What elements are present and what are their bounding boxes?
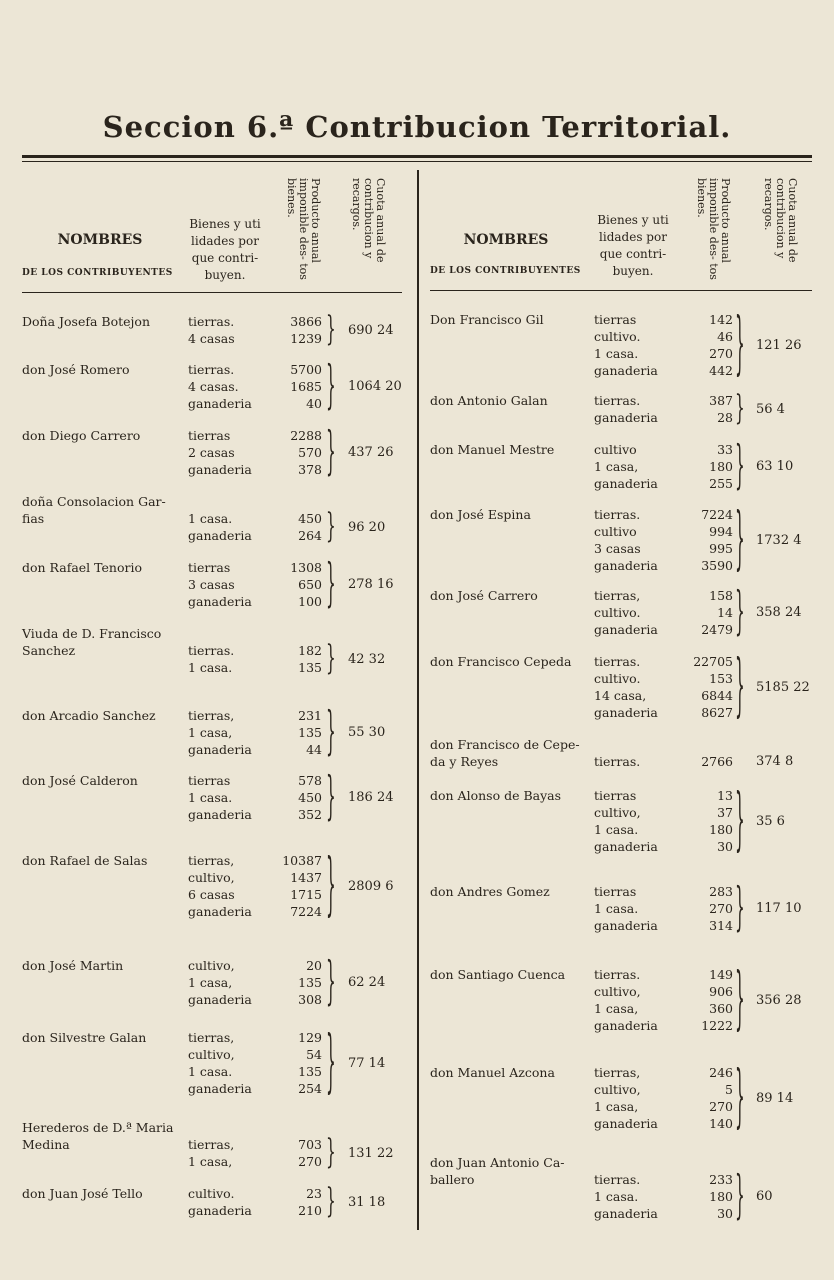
cuota-value: 89 14 bbox=[756, 1090, 794, 1106]
grouping-brace: } bbox=[326, 1022, 336, 1101]
cuota-value: 437 26 bbox=[348, 445, 394, 460]
property-item: cultivo. bbox=[594, 329, 641, 344]
product-value: 180 bbox=[709, 459, 733, 474]
property-item: ganaderia bbox=[188, 992, 252, 1007]
cuota-value: 2809 6 bbox=[348, 878, 394, 894]
product-value: 135 bbox=[298, 660, 322, 675]
cuota-value: 96 20 bbox=[348, 519, 386, 535]
product-value: 246 bbox=[709, 1065, 733, 1080]
contributor-name: don Alonso de Bayas bbox=[430, 788, 562, 803]
product-value: 352 bbox=[298, 807, 322, 822]
contributor-name: don Arcadio Sanchez bbox=[22, 708, 156, 723]
property-item: ganaderia bbox=[594, 839, 658, 854]
grouping-brace: } bbox=[326, 952, 336, 1011]
product-value: 30 bbox=[717, 839, 733, 854]
product-value: 254 bbox=[298, 1081, 322, 1096]
property-item: tierras. bbox=[594, 754, 641, 769]
property-item: tierras, bbox=[188, 1030, 235, 1045]
contributor-name: Sanchez bbox=[22, 643, 76, 658]
product-value: 450 bbox=[298, 790, 322, 805]
product-value: 233 bbox=[709, 1172, 733, 1187]
property-item: ganaderia bbox=[188, 594, 252, 609]
cuota-value: 31 18 bbox=[348, 1194, 386, 1210]
property-item: cultivo, bbox=[594, 805, 641, 820]
property-item: 1 casa. bbox=[188, 511, 233, 526]
left-header-cuota: Cuota anual de contribucion y recargos. bbox=[350, 178, 387, 263]
property-item: 4 casas. bbox=[188, 379, 239, 394]
product-value: 1715 bbox=[290, 887, 322, 902]
cuota-value: 35 6 bbox=[756, 813, 785, 829]
property-item: ganaderia bbox=[188, 462, 252, 477]
contributor-name: Don Francisco Gil bbox=[430, 312, 544, 327]
product-value: 270 bbox=[298, 1154, 322, 1169]
property-item: ganaderia bbox=[188, 742, 252, 757]
property-item: tierras, bbox=[188, 853, 235, 868]
contributor-name: don Rafael de Salas bbox=[22, 853, 148, 868]
product-value: 33 bbox=[717, 442, 733, 457]
property-item: tierras bbox=[188, 428, 231, 443]
product-value: 264 bbox=[298, 528, 322, 543]
contributor-name: don Manuel Mestre bbox=[430, 442, 555, 457]
property-item: 1 casa, bbox=[188, 975, 233, 990]
product-value: 180 bbox=[709, 1189, 733, 1204]
property-item: ganaderia bbox=[594, 1206, 658, 1221]
contributor-name: Viuda de D. Francisco bbox=[22, 626, 162, 641]
property-item: cultivo bbox=[594, 524, 637, 539]
contributor-name: Herederos de D.ª Maria bbox=[22, 1120, 174, 1135]
cuota-value: 62 24 bbox=[348, 975, 386, 990]
property-item: tierras, bbox=[188, 1137, 235, 1152]
property-item: tierras. bbox=[188, 314, 235, 329]
grouping-brace: } bbox=[735, 499, 745, 578]
contributor-name: don Silvestre Galan bbox=[22, 1030, 147, 1045]
grouping-brace: } bbox=[326, 702, 336, 761]
property-item: 1 casa, bbox=[188, 725, 233, 740]
product-value: 3866 bbox=[290, 314, 322, 329]
contributor-name: don Juan José Tello bbox=[22, 1186, 143, 1201]
grouping-brace: } bbox=[735, 304, 745, 383]
property-item: ganaderia bbox=[594, 1116, 658, 1131]
property-item: tierras. bbox=[594, 967, 641, 982]
product-value: 210 bbox=[298, 1203, 322, 1218]
property-item: ganaderia bbox=[594, 363, 658, 378]
grouping-brace: } bbox=[326, 422, 336, 481]
grouping-brace: } bbox=[735, 878, 745, 937]
property-item: 1 casa. bbox=[594, 1189, 639, 1204]
cuota-value: 63 10 bbox=[756, 459, 794, 474]
right-header-cuota: Cuota anual de contribucion y recargos. bbox=[762, 178, 799, 263]
cuota-value: 1064 20 bbox=[348, 379, 402, 394]
right-header-rule bbox=[430, 290, 812, 291]
product-value: 6844 bbox=[701, 688, 733, 703]
product-value: 40 bbox=[306, 396, 322, 411]
grouping-brace: } bbox=[326, 554, 336, 613]
property-item: ganaderia bbox=[594, 1018, 658, 1033]
title-rule-thick bbox=[22, 155, 812, 158]
product-value: 153 bbox=[709, 671, 733, 686]
product-value: 650 bbox=[298, 577, 322, 592]
contributor-name: don Santiago Cuenca bbox=[430, 967, 566, 982]
grouping-brace: } bbox=[735, 436, 745, 495]
property-item: tierras. bbox=[188, 362, 235, 377]
product-value: 22705 bbox=[693, 654, 733, 669]
product-value: 129 bbox=[298, 1030, 322, 1045]
product-value: 135 bbox=[298, 975, 322, 990]
property-item: tierras. bbox=[188, 643, 235, 658]
product-value: 180 bbox=[709, 822, 733, 837]
product-value: 54 bbox=[306, 1047, 322, 1062]
product-value: 8627 bbox=[701, 705, 733, 720]
property-item: 1 casa. bbox=[594, 822, 639, 837]
product-value: 20 bbox=[306, 958, 322, 973]
right-header-names: NOMBRES bbox=[463, 232, 549, 248]
product-value: 1308 bbox=[290, 560, 322, 575]
cuota-value: 77 14 bbox=[348, 1055, 386, 1071]
right-header-bienes: Bienes y uti lidades por que contri- buyen. bbox=[597, 213, 669, 278]
product-value: 5700 bbox=[290, 362, 322, 377]
product-value: 270 bbox=[709, 346, 733, 361]
product-value: 283 bbox=[709, 884, 733, 899]
property-item: tierras, bbox=[594, 1065, 641, 1080]
property-item: 1 casa, bbox=[594, 459, 639, 474]
product-value: 3590 bbox=[701, 558, 733, 573]
product-value: 2766 bbox=[701, 754, 733, 769]
grouping-brace: } bbox=[326, 506, 336, 546]
property-item: 1 casa. bbox=[188, 790, 233, 805]
product-value: 995 bbox=[709, 541, 733, 556]
property-item: ganaderia bbox=[594, 558, 658, 573]
property-item: 3 casas bbox=[594, 541, 641, 556]
cuota-value: 358 24 bbox=[756, 605, 802, 620]
cuota-value: 121 26 bbox=[756, 337, 802, 353]
grouping-brace: } bbox=[326, 1132, 336, 1172]
product-value: 140 bbox=[709, 1116, 733, 1131]
cuota-value: 5185 22 bbox=[756, 679, 810, 695]
product-value: 7224 bbox=[701, 507, 733, 522]
property-item: ganaderia bbox=[188, 904, 252, 919]
product-value: 142 bbox=[709, 312, 733, 327]
grouping-brace: } bbox=[735, 388, 745, 428]
cuota-value: 1732 4 bbox=[756, 532, 802, 548]
cuota-value: 356 28 bbox=[756, 992, 802, 1008]
property-item: tierras bbox=[594, 884, 637, 899]
property-item: cultivo. bbox=[594, 605, 641, 620]
cuota-value: 55 30 bbox=[348, 725, 386, 740]
contributor-name: don José Martin bbox=[22, 958, 124, 973]
cuota-value: 60 bbox=[756, 1189, 773, 1204]
contributor-name: don Francisco de Cepe- bbox=[430, 737, 580, 752]
property-item: ganaderia bbox=[188, 396, 252, 411]
contributor-name: don José Romero bbox=[22, 362, 130, 377]
property-item: cultivo, bbox=[188, 870, 235, 885]
property-item: tierras, bbox=[594, 588, 641, 603]
property-item: tierras, bbox=[188, 708, 235, 723]
property-item: ganaderia bbox=[188, 1203, 252, 1218]
product-value: 2288 bbox=[290, 428, 322, 443]
grouping-brace: } bbox=[326, 845, 336, 924]
product-value: 7224 bbox=[290, 904, 322, 919]
grouping-brace: } bbox=[326, 638, 336, 678]
property-item: cultivo bbox=[594, 442, 637, 457]
product-value: 270 bbox=[709, 1099, 733, 1114]
product-value: 387 bbox=[709, 393, 733, 408]
page-title: Seccion 6.ª Contribucion Territorial. bbox=[102, 110, 732, 144]
property-item: 2 casas bbox=[188, 445, 235, 460]
left-header-producto: Producto anual imponible des- tos bienes. bbox=[285, 178, 322, 280]
property-item: 1 casa. bbox=[188, 1064, 233, 1079]
cuota-value: 56 4 bbox=[756, 401, 785, 417]
product-value: 135 bbox=[298, 725, 322, 740]
contributor-name: don Rafael Tenorio bbox=[22, 560, 142, 575]
product-value: 158 bbox=[709, 588, 733, 603]
property-item: tierras. bbox=[594, 507, 641, 522]
column-separator bbox=[417, 170, 419, 1230]
product-value: 231 bbox=[298, 708, 322, 723]
product-value: 442 bbox=[709, 363, 733, 378]
product-value: 37 bbox=[717, 805, 733, 820]
grouping-brace: } bbox=[735, 646, 745, 725]
product-value: 255 bbox=[709, 476, 733, 491]
contributor-name: don José Calderon bbox=[22, 773, 138, 788]
property-item: 1 casa, bbox=[188, 1154, 233, 1169]
product-value: 30 bbox=[717, 1206, 733, 1221]
contributor-name: doña Consolacion Gar- bbox=[22, 494, 166, 509]
property-item: 1 casa. bbox=[594, 346, 639, 361]
property-item: ganaderia bbox=[188, 1081, 252, 1096]
product-value: 578 bbox=[298, 773, 322, 788]
property-item: cultivo, bbox=[188, 958, 235, 973]
cuota-value: 186 24 bbox=[348, 790, 394, 805]
property-item: 1 casa. bbox=[188, 660, 233, 675]
product-value: 1239 bbox=[290, 331, 322, 346]
product-value: 28 bbox=[717, 410, 733, 425]
product-value: 100 bbox=[298, 594, 322, 609]
grouping-brace: } bbox=[735, 1166, 745, 1225]
property-item: tierras. bbox=[594, 654, 641, 669]
product-value: 149 bbox=[709, 967, 733, 982]
contributor-name: Doña Josefa Botejon bbox=[22, 314, 151, 329]
property-item: tierras bbox=[188, 773, 231, 788]
property-item: 14 casa, bbox=[594, 688, 647, 703]
grouping-brace: } bbox=[735, 959, 745, 1038]
grouping-brace: } bbox=[326, 309, 336, 349]
left-header-rule bbox=[22, 292, 402, 293]
grouping-brace: } bbox=[735, 1057, 745, 1136]
property-item: tierras bbox=[188, 560, 231, 575]
property-item: ganaderia bbox=[594, 622, 658, 637]
property-item: 4 casas bbox=[188, 331, 235, 346]
contributor-name: don José Espina bbox=[430, 507, 531, 522]
left-header-bienes: Bienes y uti lidades por que contri- buyen. bbox=[189, 217, 261, 282]
cuota-value: 374 8 bbox=[756, 754, 794, 769]
product-value: 360 bbox=[709, 1001, 733, 1016]
product-value: 703 bbox=[298, 1137, 322, 1152]
contributor-name: don Andres Gomez bbox=[430, 884, 550, 899]
property-item: 1 casa, bbox=[594, 1001, 639, 1016]
contributor-name: don Antonio Galan bbox=[430, 393, 548, 408]
property-item: cultivo, bbox=[188, 1047, 235, 1062]
product-value: 44 bbox=[306, 742, 322, 757]
property-item: 6 casas bbox=[188, 887, 235, 902]
property-item: cultivo. bbox=[594, 671, 641, 686]
left-header-names-sub: DE LOS CONTRIBUYENTES bbox=[22, 268, 173, 278]
property-item: 3 casas bbox=[188, 577, 235, 592]
property-item: ganaderia bbox=[188, 528, 252, 543]
product-value: 314 bbox=[709, 918, 733, 933]
product-value: 14 bbox=[717, 605, 733, 620]
contributor-name: don Francisco Cepeda bbox=[430, 654, 572, 669]
property-item: tierras. bbox=[594, 1172, 641, 1187]
product-value: 1685 bbox=[290, 379, 322, 394]
product-value: 46 bbox=[717, 329, 733, 344]
property-item: ganaderia bbox=[188, 807, 252, 822]
property-item: ganaderia bbox=[594, 918, 658, 933]
product-value: 1222 bbox=[701, 1018, 733, 1033]
property-item: tierras bbox=[594, 788, 637, 803]
contributor-name: da y Reyes bbox=[430, 754, 499, 769]
contributor-name: fias bbox=[22, 511, 45, 526]
contributor-name: ballero bbox=[430, 1172, 475, 1187]
property-item: ganaderia bbox=[594, 476, 658, 491]
cuota-value: 42 32 bbox=[348, 651, 386, 667]
product-value: 450 bbox=[298, 511, 322, 526]
cuota-value: 131 22 bbox=[348, 1145, 394, 1161]
contributor-name: don José Carrero bbox=[430, 588, 538, 603]
product-value: 2479 bbox=[701, 622, 733, 637]
grouping-brace: } bbox=[326, 1181, 336, 1221]
product-value: 378 bbox=[298, 462, 322, 477]
product-value: 135 bbox=[298, 1064, 322, 1079]
product-value: 13 bbox=[717, 788, 733, 803]
grouping-brace: } bbox=[326, 356, 336, 415]
product-value: 10387 bbox=[282, 853, 322, 868]
product-value: 270 bbox=[709, 901, 733, 916]
property-item: tierras. bbox=[594, 393, 641, 408]
cuota-value: 690 24 bbox=[348, 322, 394, 338]
product-value: 23 bbox=[306, 1186, 322, 1201]
product-value: 5 bbox=[725, 1082, 733, 1097]
property-item: ganaderia bbox=[594, 410, 658, 425]
title-rule-thin bbox=[22, 161, 812, 162]
property-item: cultivo, bbox=[594, 984, 641, 999]
cuota-value: 278 16 bbox=[348, 577, 394, 592]
contributor-name: don Manuel Azcona bbox=[430, 1065, 555, 1080]
property-item: tierras bbox=[594, 312, 637, 327]
product-value: 182 bbox=[298, 643, 322, 658]
cuota-value: 117 10 bbox=[756, 901, 802, 916]
grouping-brace: } bbox=[735, 582, 745, 641]
left-header-names: NOMBRES bbox=[57, 232, 143, 248]
property-item: 1 casa. bbox=[594, 901, 639, 916]
product-value: 994 bbox=[709, 524, 733, 539]
property-item: cultivo. bbox=[188, 1186, 235, 1201]
contributor-name: don Diego Carrero bbox=[22, 428, 141, 443]
grouping-brace: } bbox=[326, 767, 336, 826]
contributor-name: don Juan Antonio Ca- bbox=[430, 1155, 565, 1170]
property-item: 1 casa, bbox=[594, 1099, 639, 1114]
product-value: 1437 bbox=[290, 870, 322, 885]
contributor-name: Medina bbox=[22, 1137, 70, 1152]
property-item: ganaderia bbox=[594, 705, 658, 720]
right-header-names-sub: DE LOS CONTRIBUYENTES bbox=[430, 266, 581, 276]
property-item: cultivo, bbox=[594, 1082, 641, 1097]
product-value: 308 bbox=[298, 992, 322, 1007]
product-value: 570 bbox=[298, 445, 322, 460]
product-value: 906 bbox=[709, 984, 733, 999]
grouping-brace: } bbox=[735, 780, 745, 859]
right-header-producto: Producto anual imponible des- tos bienes. bbox=[695, 178, 732, 280]
